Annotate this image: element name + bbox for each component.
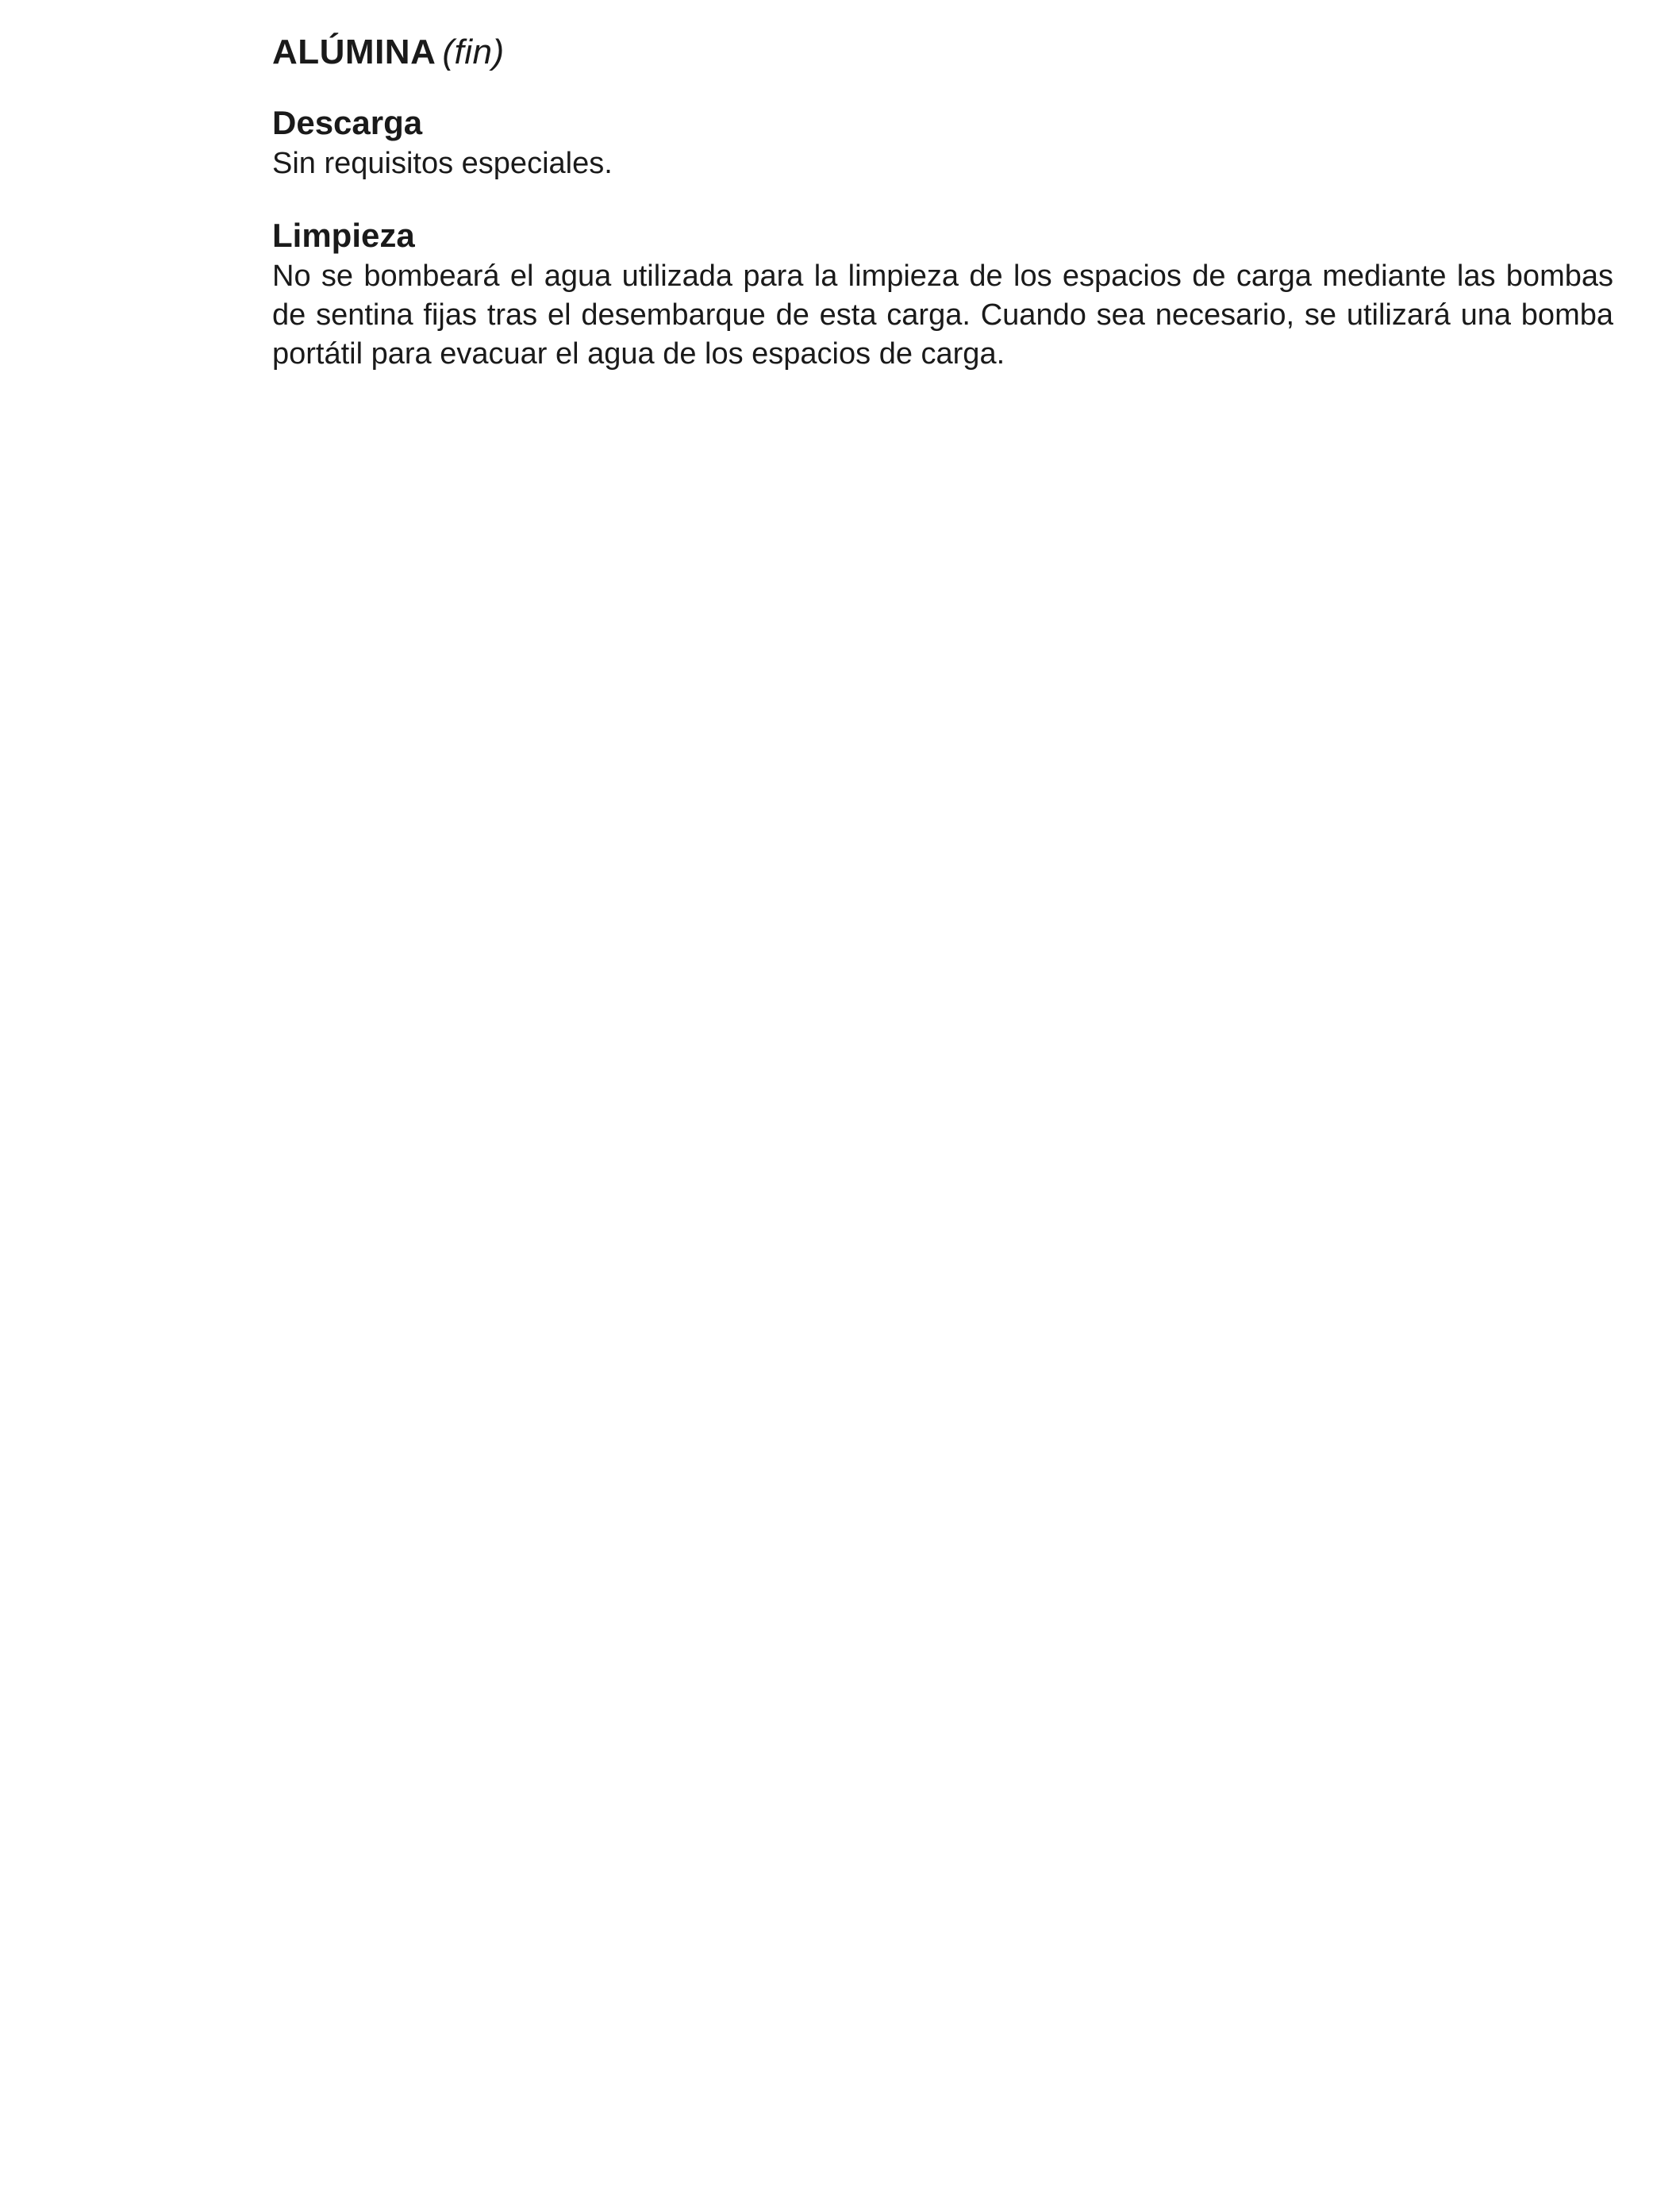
section-heading: Limpieza [272, 217, 415, 254]
page-title [272, 30, 505, 75]
section-limpieza [272, 214, 1613, 374]
section-heading: Descarga [272, 104, 423, 141]
page-title-main: ALÚMINA [272, 33, 436, 71]
page-title-suffix: (fin) [442, 33, 505, 71]
section-body: No se bombeará el agua utilizada para la limpieza de los espacios de carga mediante las bombas de sentina fijas tras el desembarque de esta carga. Cuando sea necesario, se utilizará una bomba portátil para evacuar el agua de los espacios de carga. [272, 260, 1613, 371]
section-descarga [272, 102, 1613, 183]
section-body: Sin requisitos especiales. [272, 147, 613, 180]
